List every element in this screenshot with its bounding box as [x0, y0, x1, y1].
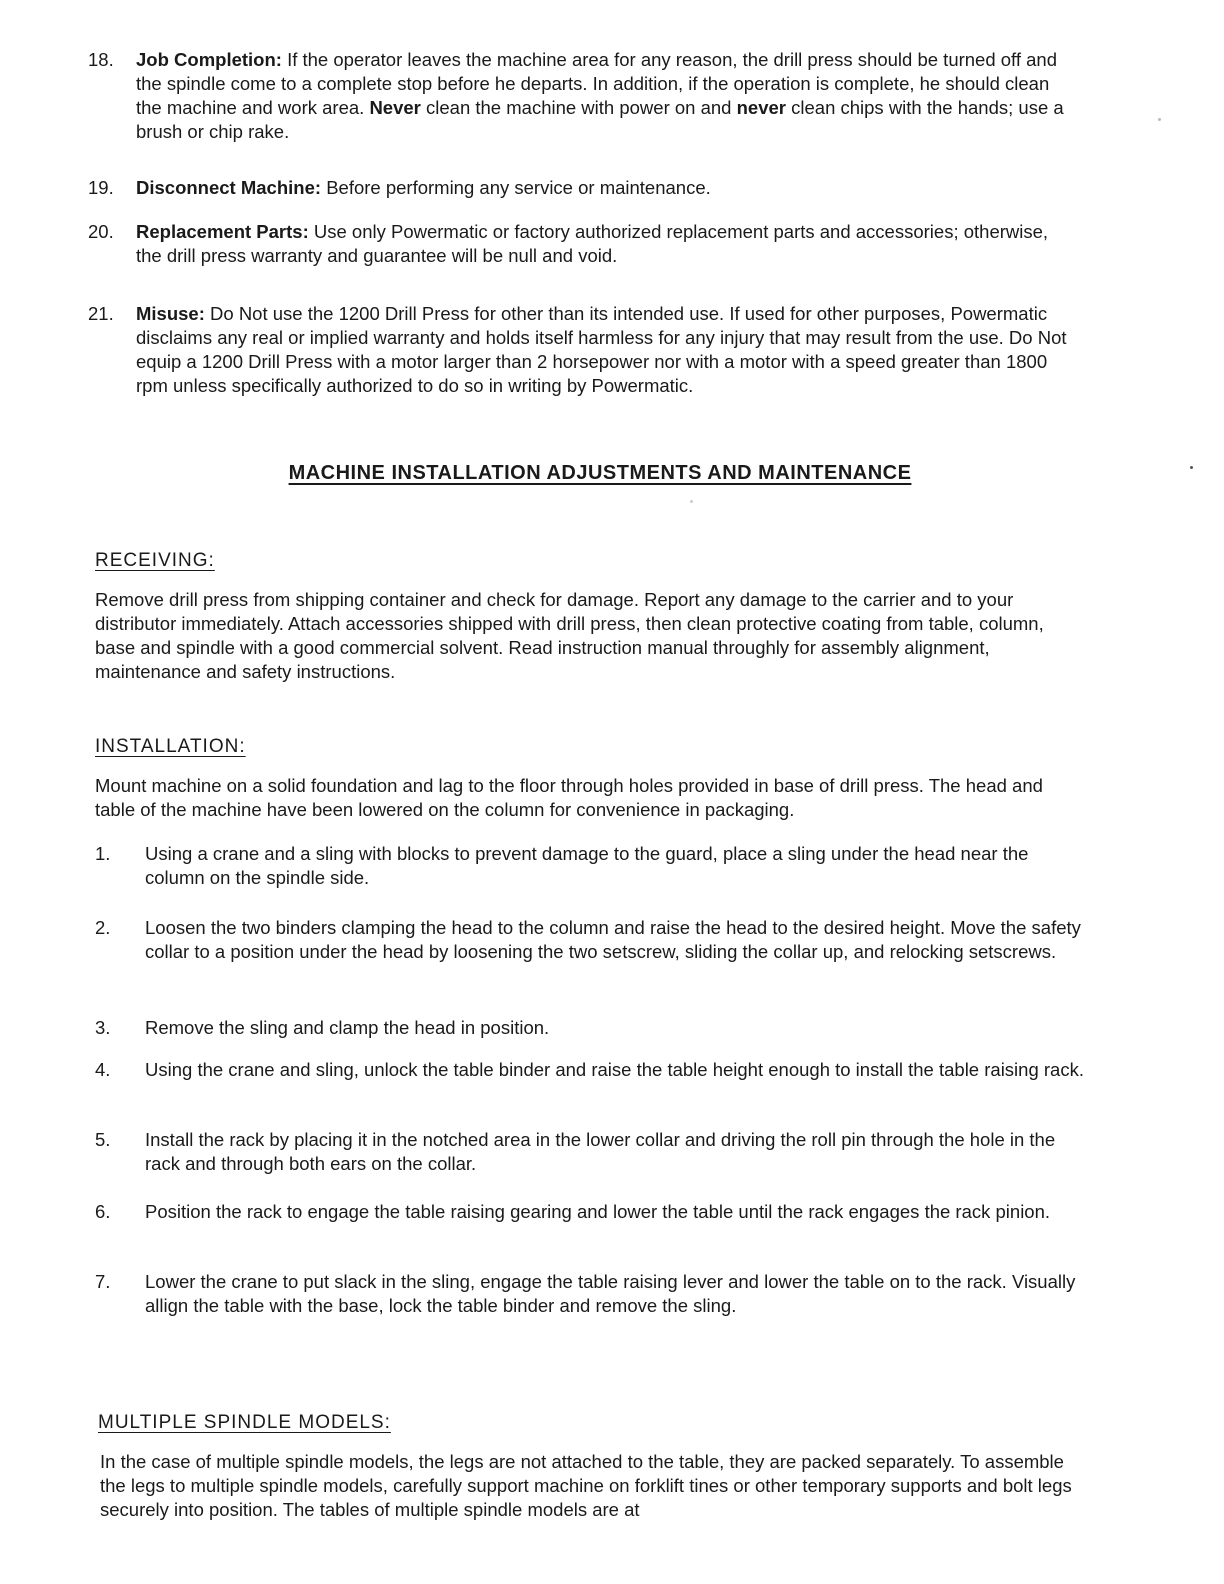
- item-text: Do Not use the 1200 Drill Press for other than its intended use. If used for other purposes, Powermatic disclaims any real or implied warranty and holds itself harmless for any injury that may result from the use. Do Not equip a 1200 Drill Press with a motor larger than 2 horsepower nor with a motor with a speed greater than 1800 rpm unless specifically authorized to do so in writing by Powermatic.: [136, 303, 1067, 396]
- safety-item-21: [88, 302, 1078, 398]
- receiving-paragraph: Remove drill press from shipping container and check for damage. Report any damage to the carrier and to your distributor immediately. Attach accessories shipped with drill press, then clean protective coating from table, column, base and spindle with a good commercial solvent. Read instruction manual throughly for assembly alignment, maintenance and safety instructions.: [95, 589, 1044, 682]
- step-text: Lower the crane to put slack in the sling, engage the table raising lever and lower the table on to the rack. Visually allign the table with the base, lock the table binder and remove the sling.: [145, 1271, 1076, 1316]
- step-text: Position the rack to engage the table raising gearing and lower the table until the rack engages the rack pinion.: [145, 1201, 1051, 1222]
- item-text: Before performing any service or maintenance.: [326, 177, 711, 198]
- step-number: 1.: [95, 843, 111, 864]
- installation-step-4: [95, 1058, 1085, 1082]
- multiple-spindle-paragraph: In the case of multiple spindle models, the legs are not attached to the table, they are packed separately. To assemble the legs to multiple spindle models, carefully support machine on forklift tines or other temporary supports and bolt legs securely into position. The tables of multiple spindle models are at: [100, 1451, 1072, 1520]
- step-number: 7.: [95, 1271, 111, 1292]
- item-title: Misuse:: [136, 303, 205, 324]
- installation-intro: Mount machine on a solid foundation and lag to the floor through holes provided in base of drill press. The head and table of the machine have been lowered on the column for convenience in packaging.: [95, 775, 1043, 820]
- item-text: Use only Powermatic or factory authorized replacement parts and accessories; otherwise, the drill press warranty and guarantee will be null and void.: [136, 221, 1049, 266]
- item-emphasis: Never: [369, 97, 421, 118]
- scan-speck: [1190, 466, 1193, 469]
- item-number: 20.: [88, 221, 114, 242]
- scan-speck: [1158, 118, 1161, 121]
- item-title: Job Completion:: [136, 49, 282, 70]
- installation-step-6: [95, 1200, 1085, 1224]
- item-text: If the operator leaves the machine area for any reason, the drill press should be turned off and the spindle come to a complete stop before he departs. In addition, if the operation is complete, he should clean the machine and work area.: [136, 49, 1058, 118]
- item-number: 21.: [88, 303, 114, 324]
- step-number: 5.: [95, 1129, 111, 1150]
- step-text: Using the crane and sling, unlock the table binder and raise the table height enough to install the table raising rack.: [145, 1059, 1084, 1080]
- item-number: 19.: [88, 177, 114, 198]
- scan-speck: [690, 500, 693, 503]
- step-number: 2.: [95, 917, 111, 938]
- item-emphasis: never: [736, 97, 786, 118]
- item-text: clean the machine with power on and: [426, 97, 732, 118]
- receiving-heading: RECEIVING:: [95, 550, 215, 571]
- section-main-heading: MACHINE INSTALLATION ADJUSTMENTS AND MAINTENANCE: [288, 462, 912, 484]
- step-text: Install the rack by placing it in the notched area in the lower collar and driving the roll pin through the hole in the rack and through both ears on the collar.: [145, 1129, 1056, 1174]
- installation-step-7: [95, 1270, 1085, 1318]
- installation-step-3: [95, 1016, 1085, 1040]
- safety-item-20: [88, 220, 1078, 268]
- safety-item-19: [88, 176, 1078, 200]
- safety-item-18: [88, 48, 1078, 144]
- item-title: Disconnect Machine:: [136, 177, 322, 198]
- step-text: Remove the sling and clamp the head in position.: [145, 1017, 550, 1038]
- installation-step-1: [95, 842, 1085, 890]
- item-title: Replacement Parts:: [136, 221, 309, 242]
- step-text: Loosen the two binders clamping the head to the column and raise the head to the desired height. Move the safety collar to a position under the head by loosening the two setscrew, sliding the collar up, and relocking setscrews.: [145, 917, 1081, 962]
- installation-step-5: [95, 1128, 1085, 1176]
- step-number: 6.: [95, 1201, 111, 1222]
- installation-step-2: [95, 916, 1085, 964]
- installation-heading: INSTALLATION:: [95, 736, 246, 757]
- step-number: 4.: [95, 1059, 111, 1080]
- step-text: Using a crane and a sling with blocks to prevent damage to the guard, place a sling under the head near the column on the spindle side.: [145, 843, 1029, 888]
- step-number: 3.: [95, 1017, 111, 1038]
- item-number: 18.: [88, 49, 114, 70]
- multiple-spindle-heading: MULTIPLE SPINDLE MODELS:: [98, 1412, 391, 1433]
- item-text: clean chips with the hands; use a brush or chip rake.: [136, 97, 1064, 142]
